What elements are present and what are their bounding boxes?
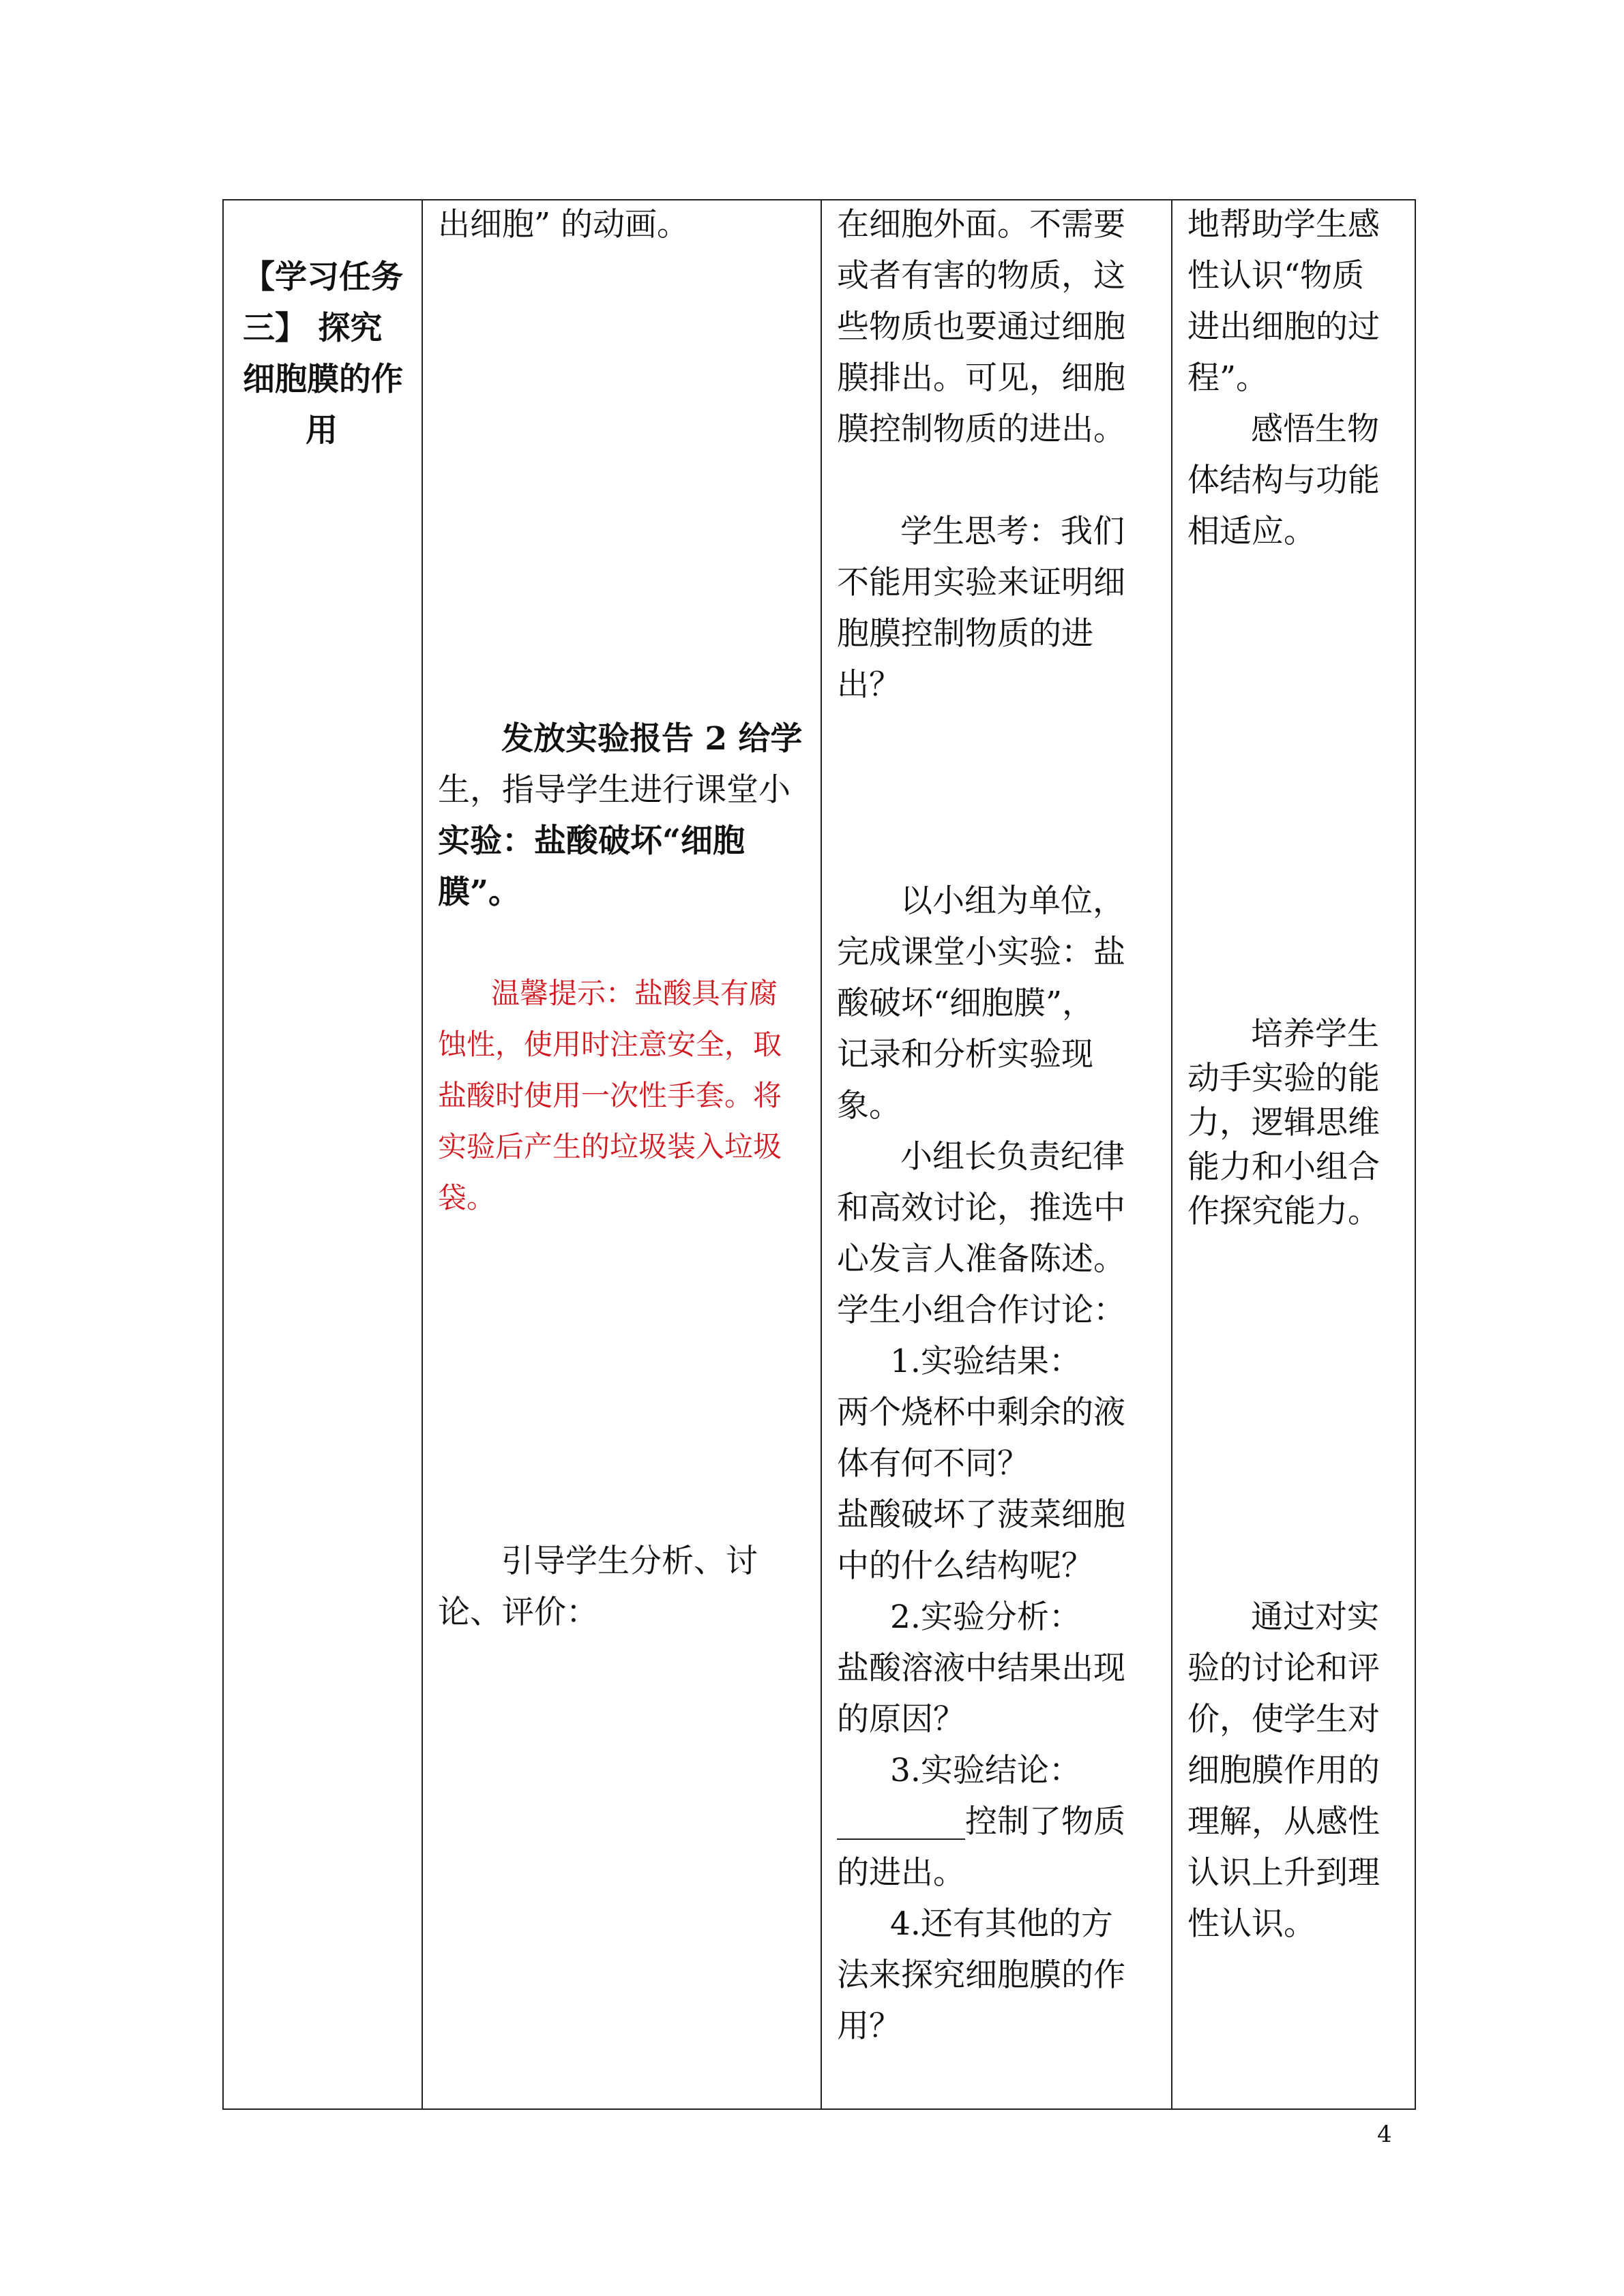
safety-tip-line: 温馨提示：盐酸具有腐 [491,976,778,1010]
student-group-line: 完成课堂小实验：盐 [837,934,1125,971]
student-group-line: 的原因？ [837,1701,965,1738]
intent-line: 培养学生 [1251,1015,1379,1053]
safety-tip-line: 实验后产生的垃圾装入垃圾 [438,1130,782,1163]
intent-line: 性认识“物质 [1187,257,1365,295]
task-label-line: 【学习任务 [243,258,403,296]
student-group-line: 1.实验结果： [890,1343,1081,1380]
intent-line: 动手实验的能 [1187,1060,1380,1097]
student-group-line: 记录和分析实验现 [837,1036,1093,1073]
intent-line: 理解，从感性 [1187,1803,1380,1840]
student-group-line: 盐酸溶液中结果出现 [837,1650,1125,1687]
student-group-line: 两个烧杯中剩余的液 [837,1394,1125,1431]
intent-line: 能力和小组合 [1187,1148,1380,1186]
column-divider [821,200,822,2108]
student-text-line: 膜排出。可见，细胞 [837,359,1125,397]
student-group-line: ________控制了物质 [837,1803,1125,1840]
student-think-line: 不能用实验来证明细 [837,564,1125,601]
report-line: 发放实验报告 2 给学 [501,720,803,758]
student-text-line: 在细胞外面。不需要 [837,206,1125,243]
report-line: 膜”。 [438,874,521,911]
intent-line: 性认识。 [1187,1905,1316,1943]
student-group-line: 的进出。 [837,1854,965,1892]
task-label-line: 细胞膜的作 [243,361,403,398]
intent-line: 价，使学生对 [1187,1701,1380,1738]
student-group-line: 和高效讨论，推选中 [837,1189,1125,1227]
student-group-line: 法来探究细胞膜的作 [837,1956,1125,1994]
intent-line: 力，逻辑思维 [1187,1104,1380,1142]
guide-line: 论、评价： [438,1594,598,1631]
report-line: 实验：盐酸破坏“细胞 [438,822,745,860]
safety-tip-line: 袋。 [438,1181,496,1214]
student-text-line: 膜控制物质的进出。 [837,411,1125,448]
student-group-line: 心发言人准备陈述。 [837,1240,1125,1278]
intent-line: 验的讨论和评 [1187,1650,1380,1687]
student-group-line: 以小组为单位， [900,882,1125,920]
task-label-line: 三】 探究 [243,310,383,347]
intent-line: 认识上升到理 [1187,1854,1380,1892]
student-text-line: 或者有害的物质，这 [837,257,1125,295]
intent-line: 通过对实 [1251,1598,1379,1636]
student-group-line: 小组长负责纪律 [900,1138,1125,1176]
intent-line: 进出细胞的过 [1187,308,1380,346]
intent-line: 细胞膜作用的 [1187,1752,1380,1789]
student-group-line: 学生小组合作讨论： [837,1292,1125,1329]
student-think-line: 胞膜控制物质的进 [837,615,1093,653]
intent-line: 相适应。 [1187,513,1316,550]
student-group-line: 2.实验分析： [890,1598,1081,1636]
student-think-line: 学生思考：我们 [900,513,1125,550]
student-think-line: 出？ [837,666,901,704]
intent-line: 作探究能力。 [1187,1193,1380,1230]
report-line: 生，指导学生进行课堂小 [438,771,791,809]
student-group-line: 用？ [837,2008,901,2045]
intent-line: 感悟生物 [1251,411,1379,448]
student-group-line: 中的什么结构呢？ [837,1547,1093,1585]
safety-tip-line: 蚀性，使用时注意安全，取 [438,1028,782,1061]
student-group-line: 盐酸破坏了菠菜细胞 [837,1496,1125,1534]
intent-line: 体结构与功能 [1187,462,1380,499]
intent-line: 地帮助学生感 [1187,206,1380,243]
column-divider [1171,200,1172,2108]
teacher-text-line: 出细胞” 的动画。 [438,206,689,243]
student-group-line: 象。 [837,1087,901,1124]
guide-line: 引导学生分析、讨 [501,1542,758,1580]
task-label-line: 用 [306,412,338,449]
lesson-table [222,199,1416,2110]
safety-tip-line: 盐酸时使用一次性手套。将 [438,1079,782,1112]
student-group-line: 酸破坏“细胞膜”， [837,985,1095,1022]
student-group-line: 4.还有其他的方 [890,1905,1113,1943]
student-group-line: 体有何不同？ [837,1445,1029,1482]
student-text-line: 些物质也要通过细胞 [837,308,1125,346]
intent-line: 程”。 [1187,359,1269,397]
column-divider [422,200,423,2108]
page-number: 4 [1377,2121,1392,2148]
student-group-line: 3.实验结论： [890,1752,1081,1789]
